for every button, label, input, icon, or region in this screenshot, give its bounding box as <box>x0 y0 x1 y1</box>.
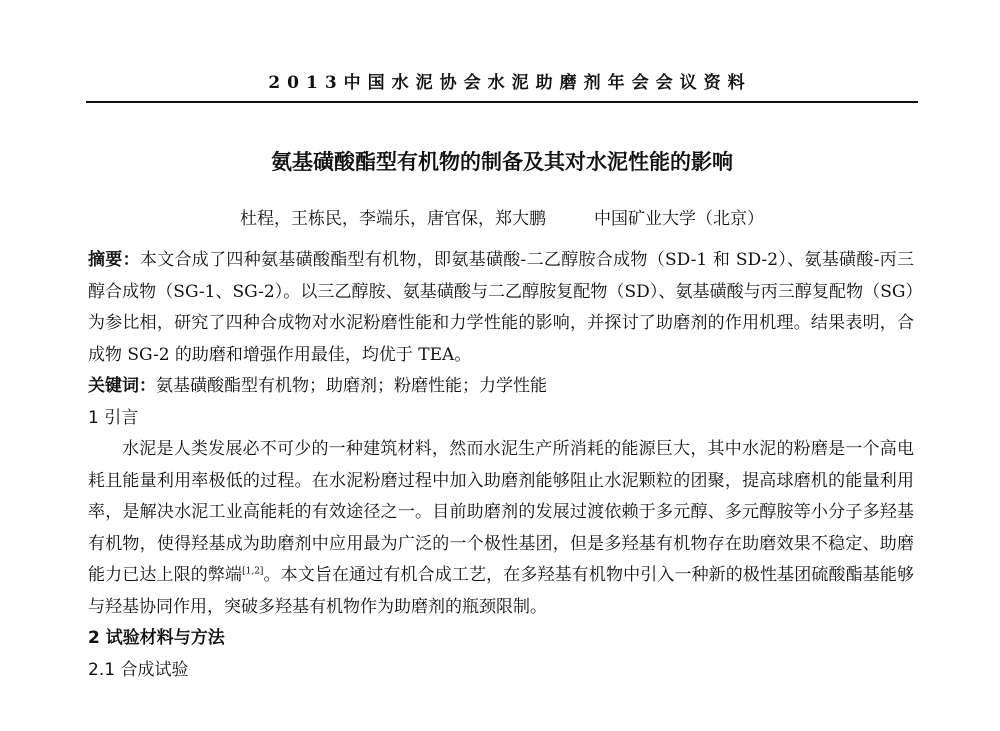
keywords-label: 关键词： <box>88 376 156 396</box>
author-line <box>86 204 918 229</box>
abstract-text: 本文合成了四种氨基磺酸酯型有机物，即氨基磺酸-二乙醇胺合成物（SD-1 和 SD-2）、氨基磺酸-丙三醇合成物（SG-1、SG-2）。以三乙醇胺、氨基磺酸与二乙醇胺复配物（SD）、氨基磺酸与丙三醇复配物（SG）为参比相，研究了四种合成物对水泥粉磨性能和力学性能的影响，并探讨了助磨剂的作用机理。结果表明，合成物 SG-2 的助磨和增强作用最佳，均优于 TEA。 <box>88 250 914 365</box>
keywords-paragraph <box>88 371 914 403</box>
abstract-paragraph <box>88 245 914 371</box>
keywords-text: 氨基磺酸酯型有机物；助磨剂；粉磨性能；力学性能 <box>156 376 547 396</box>
introduction-text-continued: 。本文旨在通过有机合成工艺，在多羟基有机物中引入一种新的极性基团硫酸酯基能够与羟基协同作用，突破多羟基有机物作为助磨剂的瓶颈限制。 <box>88 565 915 617</box>
affiliation: 中国矿业大学（北京） <box>594 209 764 229</box>
subsection-heading-synthesis: 2.1 合成试验 <box>88 659 189 680</box>
paper-title: 氨基磺酸酯型有机物的制备及其对水泥性能的影响 <box>271 150 733 174</box>
authors: 杜程，王栋民，李端乐，唐官保，郑大鹏 <box>240 209 546 229</box>
citation-reference: [1,2] <box>242 566 264 577</box>
body-text <box>88 245 914 686</box>
section-heading-introduction: 1 引言 <box>88 407 139 428</box>
section-heading-methods: 2 试验材料与方法 <box>88 628 225 648</box>
header-rule <box>86 101 918 103</box>
introduction-paragraph <box>88 434 914 623</box>
running-header: 2013中国水泥协会水泥助磨剂年会会议资料 <box>268 73 752 93</box>
introduction-text: 水泥是人类发展必不可少的一种建筑材料，然而水泥生产所消耗的能源巨大，其中水泥的粉磨是一个高电耗且能量利用率极低的过程。在水泥粉磨过程中加入助磨剂能够阻止水泥颗粒的团聚，提高球磨机的能量利用率，是解决水泥工业高能耗的有效途径之一。目前助磨剂的发展过渡依赖于多元醇、多元醇胺等小分子多羟基有机物，使得羟基成为助磨剂中应用最为广泛的一个极性基团，但是多羟基有机物存在助磨效果不稳定、助磨能力已达上限的弊端 <box>88 439 914 585</box>
abstract-label: 摘要： <box>88 250 140 270</box>
